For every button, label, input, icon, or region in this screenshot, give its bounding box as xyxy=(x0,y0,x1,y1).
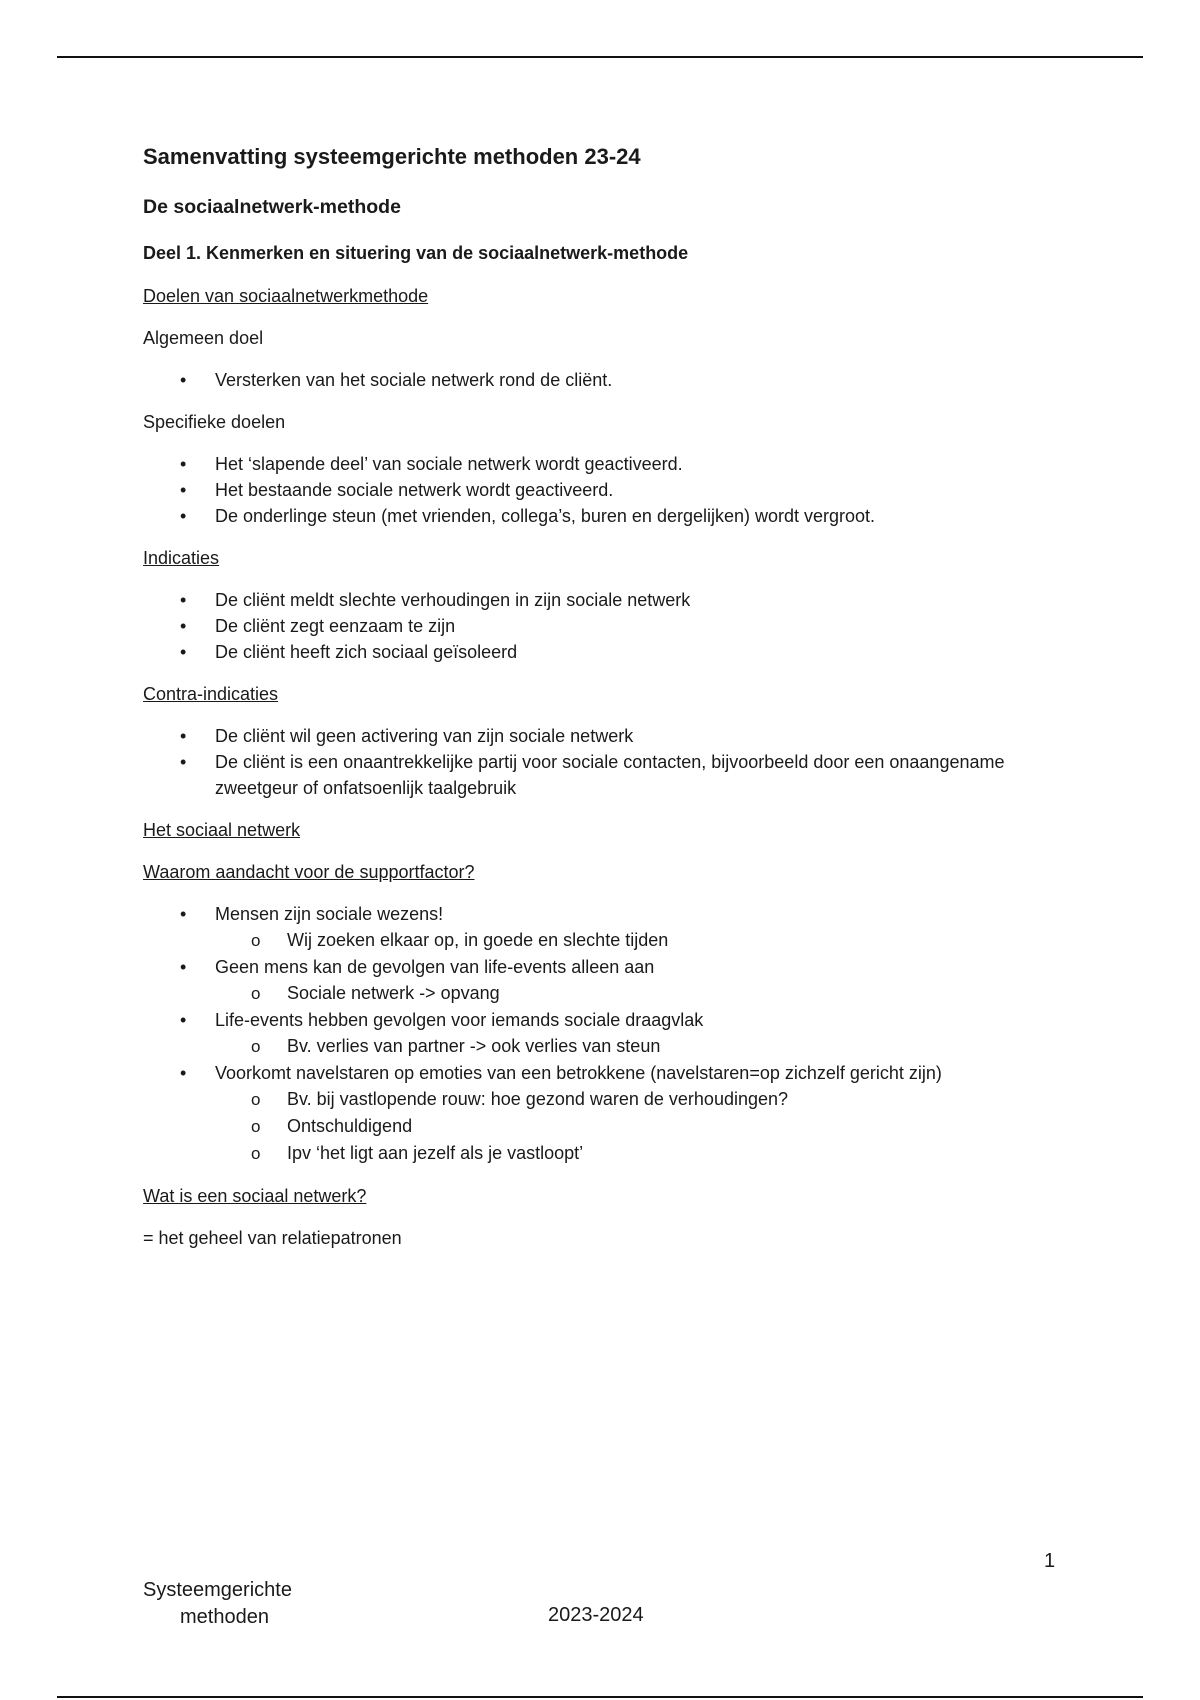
sub-list-item: o Wij zoeken elkaar op, in goede en slechte tijden xyxy=(215,927,1063,954)
why-support-list xyxy=(143,901,1063,1167)
list-item: • De cliënt is een onaantrekkelijke partij voor sociale contacten, bijvoorbeeld door een onaangename zweetgeur of onfatsoenlijk taalgebruik xyxy=(143,749,1015,801)
list-item: • De cliënt zegt eenzaam te zijn xyxy=(143,613,1063,639)
footer-course-line2: methoden xyxy=(180,1606,269,1628)
list-item xyxy=(143,901,1063,954)
list-item xyxy=(143,954,1063,1007)
contra-indications-list xyxy=(143,723,1063,801)
sub-list xyxy=(215,1033,1063,1060)
sub-list xyxy=(215,1086,1063,1167)
list-item: • De cliënt heeft zich sociaal geïsoleerd xyxy=(143,639,1063,665)
sub-list-item: o Ontschuldigend xyxy=(215,1113,1063,1140)
list-item-text: Voorkomt navelstaren op emoties van een betrokkene (navelstaren=op zichzelf gericht zijn) xyxy=(215,1063,942,1083)
list-item-text: Life-events hebben gevolgen voor iemands sociale draagvlak xyxy=(215,1010,704,1030)
general-goal-label: Algemeen doel xyxy=(143,328,264,348)
list-item-text: Mensen zijn sociale wezens! xyxy=(215,904,444,924)
sub-list-item: o Bv. verlies van partner -> ook verlies van steun xyxy=(215,1033,1063,1060)
sub-list-item: o Sociale netwerk -> opvang xyxy=(215,980,1063,1007)
specific-goals-list xyxy=(143,451,1063,529)
section-heading: Deel 1. Kenmerken en situering van de sociaalnetwerk-methode xyxy=(143,243,689,263)
why-support-heading: Waarom aandacht voor de supportfactor? xyxy=(143,862,475,882)
what-is-network-heading: Wat is een sociaal netwerk? xyxy=(143,1186,367,1206)
document-body xyxy=(143,142,1063,1267)
indications-heading: Indicaties xyxy=(143,548,220,568)
list-item xyxy=(143,1007,1063,1060)
footer-course-line1: Systeemgerichte xyxy=(143,1579,292,1601)
list-item: • De cliënt meldt slechte verhoudingen in zijn sociale netwerk xyxy=(143,587,1063,613)
method-heading: De sociaalnetwerk-methode xyxy=(143,196,401,218)
sub-list xyxy=(215,927,1063,954)
sub-list xyxy=(215,980,1063,1007)
list-item: • De cliënt wil geen activering van zijn sociale netwerk xyxy=(143,723,1063,749)
social-network-heading: Het sociaal netwerk xyxy=(143,820,301,840)
indications-list xyxy=(143,587,1063,665)
sub-list-item: o Bv. bij vastlopende rouw: hoe gezond waren de verhoudingen? xyxy=(215,1086,1063,1113)
goals-heading: Doelen van sociaalnetwerkmethode xyxy=(143,286,429,306)
footer-rule xyxy=(57,1696,1143,1698)
general-goal-list xyxy=(143,367,1063,393)
footer-year: 2023-2024 xyxy=(548,1604,644,1626)
footer-course xyxy=(143,1577,292,1631)
page-number: 1 xyxy=(1044,1550,1056,1572)
contra-indications-heading: Contra-indicaties xyxy=(143,684,279,704)
specific-goals-label: Specifieke doelen xyxy=(143,412,286,432)
list-item-text: Geen mens kan de gevolgen van life-events alleen aan xyxy=(215,957,655,977)
list-item: • Het bestaande sociale netwerk wordt geactiveerd. xyxy=(143,477,1063,503)
network-definition: = het geheel van relatiepatronen xyxy=(143,1228,402,1248)
list-item: • De onderlinge steun (met vrienden, collega’s, buren en dergelijken) wordt vergroot. xyxy=(143,503,1063,529)
header-rule xyxy=(57,56,1143,58)
document-title: Samenvatting systeemgerichte methoden 23-24 xyxy=(143,144,641,169)
sub-list-item: o Ipv ‘het ligt aan jezelf als je vastloopt’ xyxy=(215,1140,1063,1167)
list-item xyxy=(143,1060,1063,1167)
list-item: • Versterken van het sociale netwerk rond de cliënt. xyxy=(143,367,1063,393)
list-item: • Het ‘slapende deel’ van sociale netwerk wordt geactiveerd. xyxy=(143,451,1063,477)
